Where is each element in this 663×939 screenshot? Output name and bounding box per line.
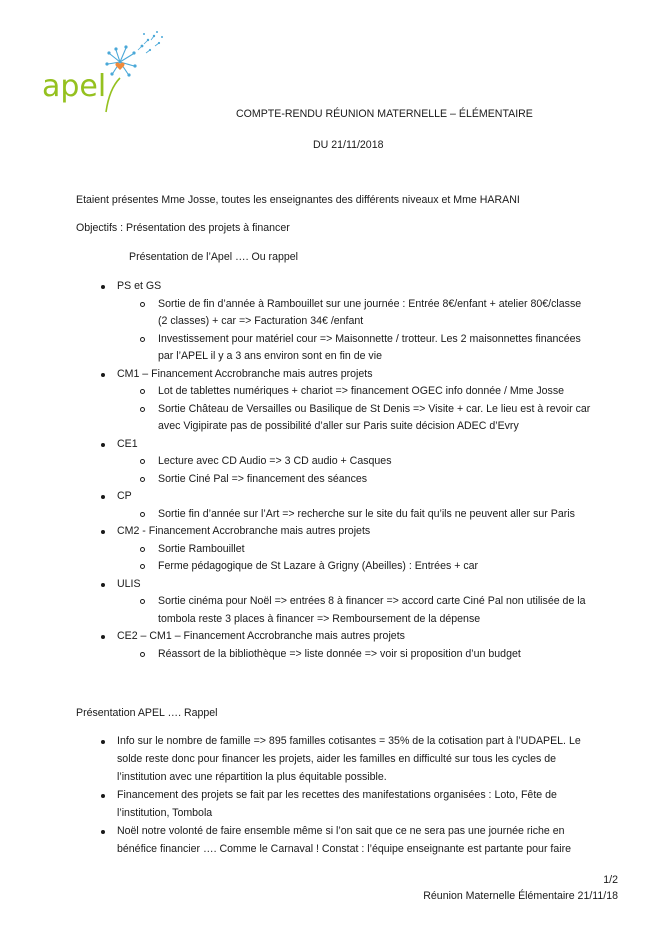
section-label: CP <box>117 490 132 502</box>
apel-point-text: bénéfice financier …. Comme le Carnaval ! Constat : l’équipe enseignante est partante pour faire <box>117 843 572 855</box>
apel-point-text: Noël notre volonté de faire ensemble même si l’on sait que ce ne sera pas une journée riche en <box>117 825 565 837</box>
sub-item-bullet <box>140 547 145 552</box>
sub-item-bullet <box>140 389 145 394</box>
apel-point-text: Financement des projets se fait par les recettes des manifestations organisées : Loto, Fête de <box>117 789 557 801</box>
objectives-line: Objectifs : Présentation des projets à financer <box>76 222 290 234</box>
sub-item-bullet <box>140 599 145 604</box>
footer-doc-title: Réunion Maternelle Élémentaire 21/11/18 <box>423 890 618 902</box>
sub-item-text: par l’APEL il y a 3 ans environ sont en fin de vie <box>158 350 382 362</box>
sub-item-text: avec Vigipirate pas de possibilité d’aller sur Paris suite décision ADEC d’Evry <box>158 420 519 432</box>
apel-point-text: Info sur le nombre de famille => 895 familles cotisantes = 35% de la cotisation part à l’UDAPEL. Le <box>117 735 581 747</box>
section-bullet <box>101 530 105 534</box>
section-bullet <box>101 285 105 289</box>
section-bullet <box>101 583 105 587</box>
sub-item-bullet <box>140 477 145 482</box>
section-bullet <box>101 635 105 639</box>
sub-item-text: Sortie fin d’année sur l’Art => recherche sur le site du fait qu’ils ne peuvent aller sur Paris <box>158 507 575 520</box>
sub-item-text: tombola reste 3 places à financer => Remboursement de la dépense <box>158 612 481 625</box>
section-label: ULIS <box>117 577 141 590</box>
section-bullet <box>101 495 105 499</box>
apel-point-bullet <box>101 830 105 834</box>
sub-item-text: Sortie Ciné Pal => financement des séances <box>158 472 368 485</box>
objectives-subline: Présentation de l’Apel …. Ou rappel <box>129 251 299 263</box>
sub-item-bullet <box>140 302 145 307</box>
sub-item-bullet <box>140 564 145 569</box>
sub-item-text: Sortie Château de Versailles ou Basilique de St Denis => Visite + car. Le lieu est à revoir car <box>158 402 591 415</box>
section-bullet <box>101 373 105 377</box>
sub-item-bullet <box>140 407 145 412</box>
sub-item-text: Ferme pédagogique de St Lazare à Grigny (Abeilles) : Entrées + car <box>158 560 479 572</box>
section-bullet <box>101 443 105 447</box>
apel-heading: Présentation APEL …. Rappel <box>76 707 218 719</box>
sub-item-bullet <box>140 337 145 342</box>
sub-item-bullet <box>140 512 145 517</box>
section-label: CE2 – CM1 – Financement Accrobranche mais autres projets <box>117 630 405 642</box>
logo-wordmark: apel <box>42 69 107 104</box>
sub-item-bullet <box>140 459 145 464</box>
sub-item-text: Lot de tablettes numériques + chariot => financement OGEC info donnée / Mme Josse <box>158 385 565 397</box>
section-label: CE1 <box>117 437 138 450</box>
attendees-line: Etaient présentes Mme Josse, toutes les enseignantes des différents niveaux et Mme HARANI <box>76 194 520 206</box>
document-title: COMPTE-RENDU RÉUNION MATERNELLE – ÉLÉMENTAIRE <box>236 108 533 120</box>
sub-item-text: Investissement pour matériel cour => Maisonnette / trotteur. Les 2 maisonnettes financées <box>158 332 581 345</box>
apel-point-bullet <box>101 794 105 798</box>
section-label: CM1 – Financement Accrobranche mais autres projets <box>117 367 373 380</box>
sub-item-text: Réassort de la bibliothèque => liste donnée => voir si proposition d’un budget <box>158 647 521 660</box>
page-number: 1/2 <box>603 874 618 886</box>
document-date: DU 21/11/2018 <box>313 139 384 151</box>
apel-point-text: l’institution avec une répartition la plus équitable possible. <box>117 771 387 783</box>
sub-item-text: Sortie de fin d’année à Rambouillet sur une journée : Entrée 8€/enfant + atelier 80€/classe <box>158 297 582 310</box>
sub-item-text: Sortie cinéma pour Noël => entrées 8 à financer => accord carte Ciné Pal non utilisée de la <box>158 595 586 607</box>
apel-point-bullet <box>101 740 105 744</box>
sub-item-bullet <box>140 652 145 657</box>
section-label: PS et GS <box>117 280 162 292</box>
sub-item-text: (2 classes) + car => Facturation 34€ /enfant <box>158 315 364 327</box>
apel-point-text: solde reste donc pour financer les projets, aider les familles en difficulté sur tous les cycles de <box>117 753 557 765</box>
apel-point-text: l’institution, Tombola <box>117 807 213 819</box>
sub-item-text: Lecture avec CD Audio => 3 CD audio + Casques <box>158 455 392 467</box>
section-label: CM2 - Financement Accrobranche mais autres projets <box>117 525 371 537</box>
sub-item-text: Sortie Rambouillet <box>158 542 245 555</box>
